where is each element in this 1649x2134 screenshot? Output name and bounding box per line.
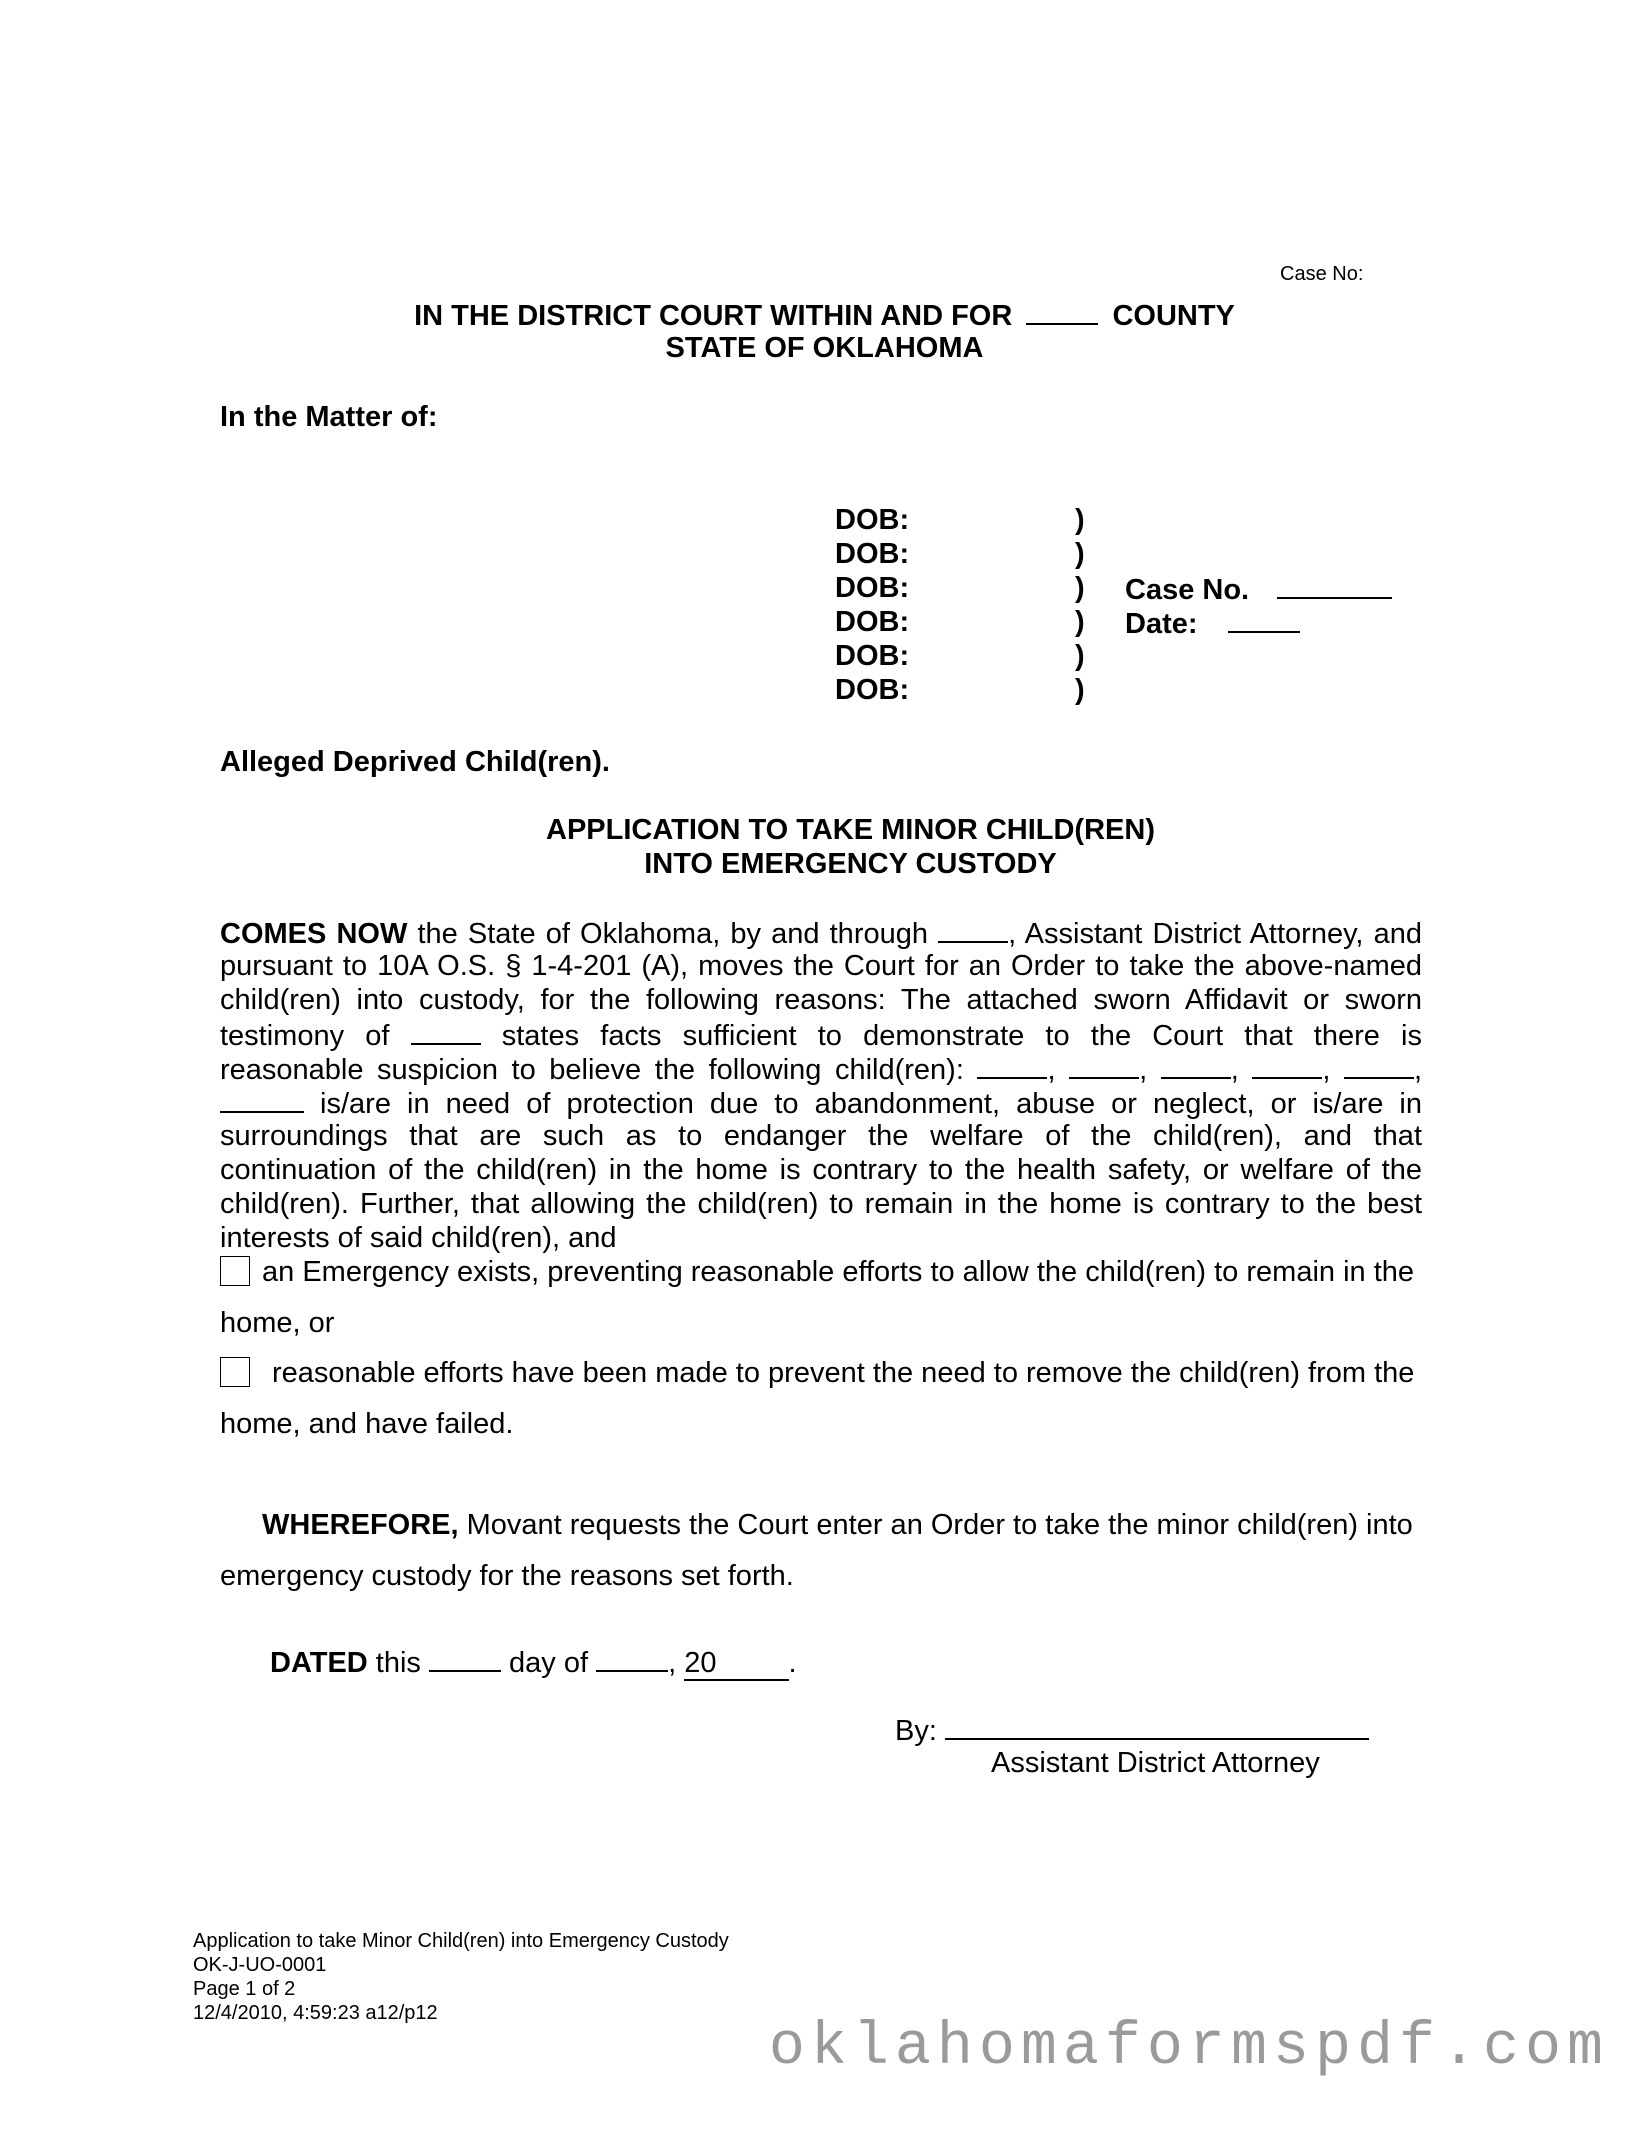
- body-line: interests of said child(ren), and: [220, 1222, 617, 1254]
- dated-text: .: [788, 1647, 797, 1679]
- body-text: testimony of: [220, 1020, 411, 1052]
- body-line: pursuant to 10A O.S. § 1-4-201 (A), moves the Court for an Order to take the above-named: [220, 950, 1422, 982]
- body-text: is/are in need of protection due to abandonment, abuse or neglect, or is/are in: [304, 1088, 1422, 1120]
- year-prefix: 20: [684, 1647, 717, 1679]
- county-blank: [1026, 297, 1098, 325]
- comes-now-bold: COMES NOW: [220, 918, 408, 950]
- dated-text: ,: [668, 1647, 685, 1679]
- caption-paren: ): [1075, 538, 1085, 570]
- case-no-small-label: Case No:: [1280, 263, 1364, 285]
- matter-of-label: In the Matter of:: [220, 401, 438, 433]
- body-text: reasonable suspicion to believe the following child(ren):: [220, 1054, 978, 1086]
- child-name-blank[interactable]: [977, 1051, 1047, 1079]
- child-name-blank[interactable]: [1344, 1051, 1414, 1079]
- case-no-field: [1125, 571, 1392, 607]
- year-field[interactable]: [684, 1647, 788, 1681]
- footer-page-number: Page 1 of 2: [193, 1978, 296, 2000]
- option-efforts-line1: reasonable efforts have been made to prevent the need to remove the child(ren) from the: [272, 1357, 1415, 1389]
- option-emergency-line1: an Emergency exists, preventing reasonable efforts to allow the child(ren) to remain in the: [262, 1256, 1415, 1288]
- signature-blank[interactable]: [945, 1712, 1369, 1740]
- emergency-checkbox[interactable]: [220, 1256, 250, 1286]
- footer-timestamp: 12/4/2010, 4:59:23 a12/p12: [193, 2002, 438, 2024]
- body-line: [220, 1085, 1422, 1121]
- watermark-text: oklahomaformspdf.com: [768, 2014, 1609, 2082]
- child-name-blank[interactable]: [1252, 1051, 1322, 1079]
- signature-line: [895, 1712, 1369, 1748]
- dob-label: DOB:: [835, 640, 910, 672]
- footer-form-code: OK-J-UO-0001: [193, 1954, 327, 1976]
- body-line: child(ren) into custody, for the following reasons: The attached sworn Affidavit or sworn: [220, 984, 1422, 1016]
- caption-paren: ): [1075, 674, 1085, 706]
- option-emergency-line2: home, or: [220, 1307, 335, 1339]
- day-blank[interactable]: [429, 1644, 501, 1672]
- dob-label: DOB:: [835, 504, 910, 536]
- court-heading: [0, 297, 1649, 333]
- date-field: [1125, 605, 1300, 641]
- wherefore-line2: emergency custody for the reasons set forth.: [220, 1560, 794, 1592]
- wherefore-bold: WHEREFORE,: [262, 1509, 459, 1541]
- reasonable-efforts-checkbox[interactable]: [220, 1357, 250, 1387]
- county-word: COUNTY: [1112, 300, 1235, 332]
- dated-text: day of: [500, 1647, 597, 1679]
- body-line: reasonable suspicion to believe the following child(ren): , , , , ,: [220, 1051, 1422, 1087]
- document-title-line1: APPLICATION TO TAKE MINOR CHILD(REN): [546, 814, 1155, 846]
- child-name-blank[interactable]: [1069, 1051, 1139, 1079]
- signature-title: Assistant District Attorney: [991, 1747, 1320, 1779]
- body-line: continuation of the child(ren) in the home is contrary to the health safety, or welfare of the: [220, 1154, 1422, 1186]
- dob-label: DOB:: [835, 674, 910, 706]
- testimony-blank[interactable]: [411, 1017, 481, 1045]
- caption-paren: ): [1075, 640, 1085, 672]
- body-text: states facts sufficient to demonstrate to the Court that there is: [480, 1020, 1422, 1052]
- by-label: By:: [895, 1715, 945, 1747]
- body-text: , Assistant District Attorney, and: [1008, 918, 1422, 950]
- wherefore-line1: [262, 1508, 1413, 1542]
- dated-line: [270, 1644, 797, 1680]
- body-line: surroundings that are such as to endanger the welfare of the child(ren), and that: [220, 1120, 1422, 1152]
- body-text: the State of Oklahoma, by and through: [407, 918, 939, 950]
- case-no-blank[interactable]: [1277, 571, 1392, 599]
- child-name-blank[interactable]: [1161, 1051, 1231, 1079]
- dated-bold: DATED: [270, 1647, 368, 1679]
- month-blank[interactable]: [596, 1644, 668, 1672]
- child-name-blank[interactable]: [220, 1085, 304, 1113]
- footer-form-title: Application to take Minor Child(ren) into Emergency Custody: [193, 1930, 729, 1952]
- option-efforts-line2: home, and have failed.: [220, 1408, 514, 1440]
- ada-name-blank[interactable]: [938, 915, 1008, 943]
- court-line: IN THE DISTRICT COURT WITHIN AND FOR: [414, 300, 1013, 332]
- wherefore-text: Movant requests the Court enter an Order to take the minor child(ren) into: [458, 1509, 1413, 1541]
- alleged-deprived-label: Alleged Deprived Child(ren).: [220, 746, 610, 778]
- caption-paren: ): [1075, 504, 1085, 536]
- body-line: [220, 1017, 1422, 1053]
- body-line: [220, 915, 1422, 951]
- document-title-line2: INTO EMERGENCY CUSTODY: [644, 848, 1057, 880]
- caption-paren: ): [1075, 606, 1085, 638]
- dob-label: DOB:: [835, 572, 910, 604]
- body-line: child(ren). Further, that allowing the child(ren) to remain in the home is contrary to the best: [220, 1188, 1422, 1220]
- dated-text: this: [367, 1647, 429, 1679]
- caption-paren: ): [1075, 572, 1085, 604]
- case-no-label: Case No.: [1125, 574, 1250, 606]
- state-heading: STATE OF OKLAHOMA: [665, 332, 984, 364]
- date-blank[interactable]: [1228, 605, 1300, 633]
- date-label: Date:: [1125, 608, 1198, 640]
- dob-label: DOB:: [835, 538, 910, 570]
- dob-label: DOB:: [835, 606, 910, 638]
